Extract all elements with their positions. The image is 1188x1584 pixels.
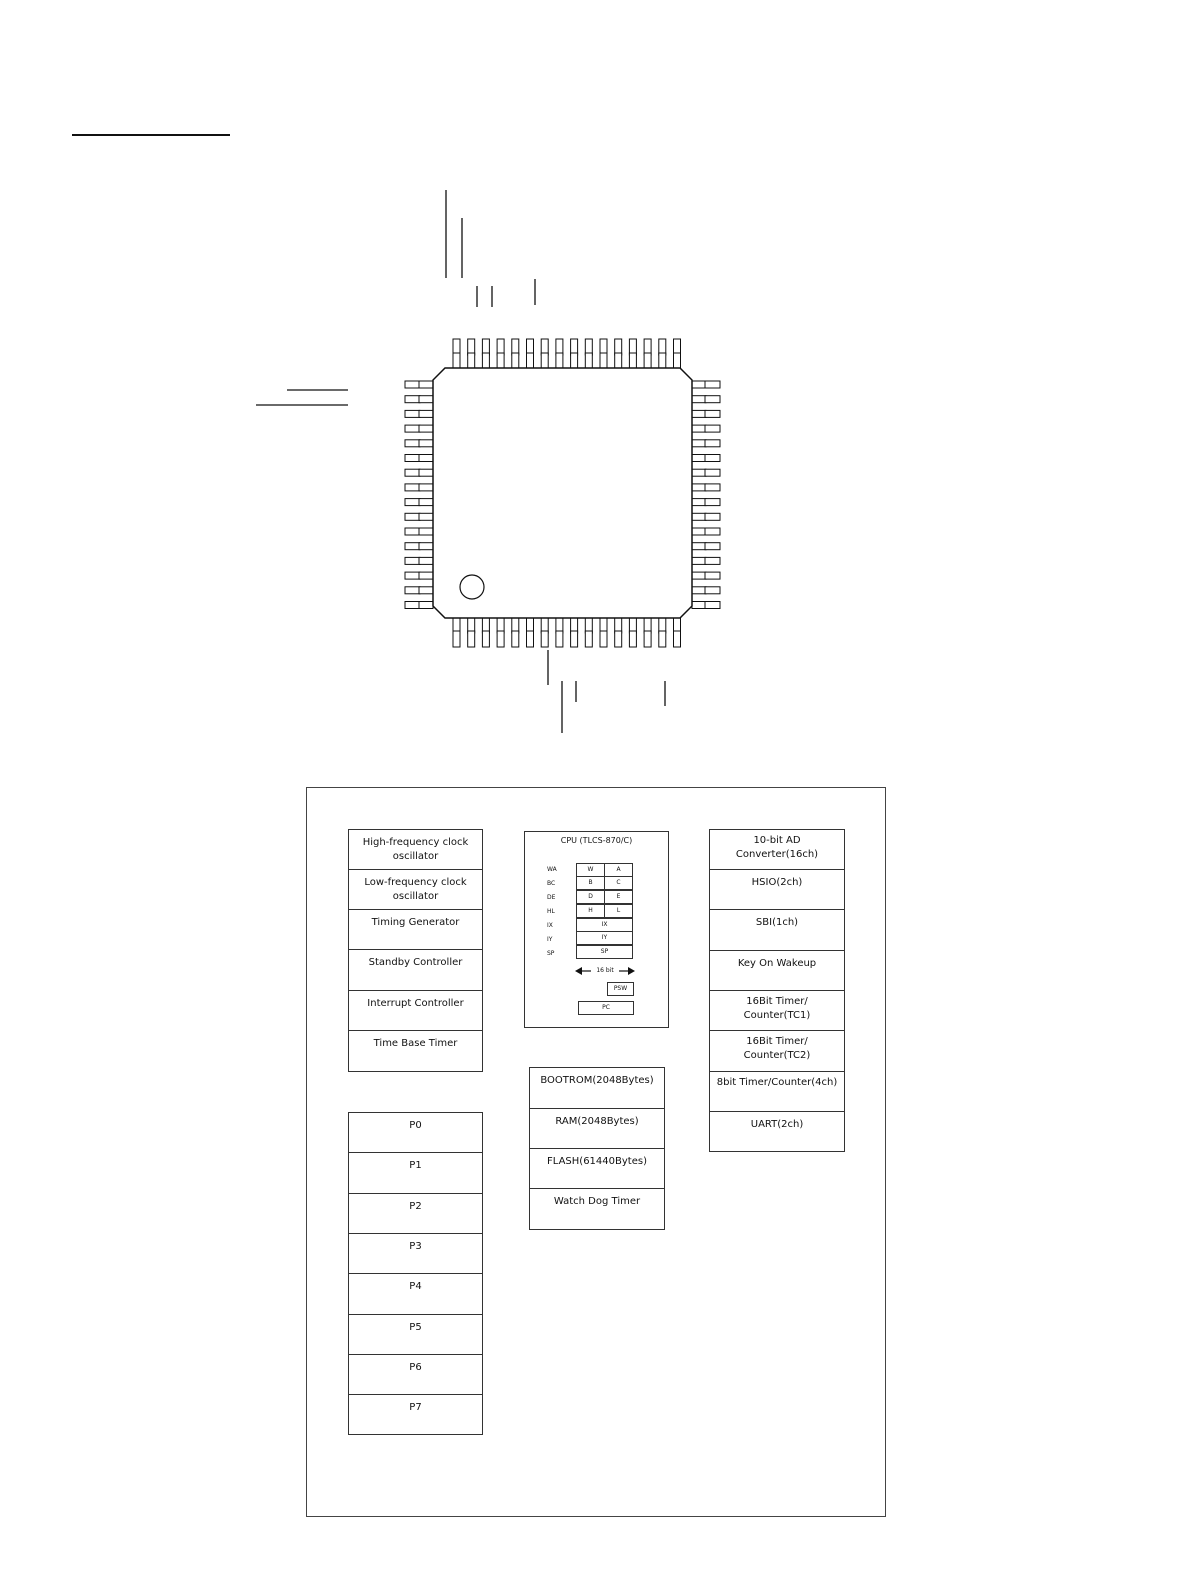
flash: FLASH(61440Bytes) (530, 1149, 664, 1189)
package-pin-right (705, 513, 720, 520)
package-pin-right (705, 499, 720, 506)
timer-counter-8bit: 8bit Timer/Counter(4ch) (710, 1072, 844, 1112)
package-pin-right (705, 469, 720, 476)
package-pin-right (692, 469, 706, 476)
package-pin-right (692, 587, 706, 594)
ad-converter: 10-bit AD Converter(16ch) (710, 830, 844, 870)
package-pin-bottom (482, 631, 489, 647)
register-a: A (604, 863, 633, 877)
timer-tc2: 16Bit Timer/ Counter(TC2) (710, 1031, 844, 1072)
package-pin-right (705, 440, 720, 447)
uart: UART(2ch) (750, 1119, 804, 1130)
register-h: H (576, 904, 605, 918)
package-pin-left (419, 484, 433, 491)
register-d: D (576, 890, 605, 904)
package-pin-left (419, 469, 433, 476)
register-ix: IX (576, 918, 633, 932)
package-pin-left (419, 440, 433, 447)
package-pin-top (556, 353, 563, 368)
package-pin-left (419, 410, 433, 417)
register-sp: SP (576, 945, 633, 959)
package-pin-left (405, 543, 420, 550)
package-pin-left (405, 425, 420, 432)
package-pin-bottom (615, 631, 622, 647)
package-pin-bottom (585, 631, 592, 647)
port-p0: P0 (349, 1113, 482, 1153)
package-pin-top (482, 353, 489, 368)
package-pin-left (419, 572, 433, 579)
package-pin-top (600, 353, 607, 368)
package-pin-bottom (453, 631, 460, 647)
package-pin-right (705, 410, 720, 417)
package-pin-left (419, 602, 433, 609)
package-pin-left (405, 484, 420, 491)
package-pin-left (405, 396, 420, 403)
package-pin-right (692, 425, 706, 432)
package-pin-right (705, 557, 720, 564)
port-p1: P1 (349, 1153, 482, 1194)
package-pin-bottom (556, 631, 563, 647)
package-pin-right (705, 572, 720, 579)
key-on-wakeup: Key On Wakeup (710, 951, 844, 991)
package-pinout-drawing (0, 0, 1188, 760)
package-pin-left (405, 499, 420, 506)
package-pin-left (419, 513, 433, 520)
register-c: C (604, 876, 633, 890)
time-base-timer: Time Base Timer (373, 1038, 458, 1049)
reg-pair-label: DE (547, 894, 556, 901)
package-pin-right (705, 396, 720, 403)
timer-tc1: 16Bit Timer/ Counter(TC1) (710, 991, 844, 1031)
package-pin-right (692, 557, 706, 564)
package-pin-bottom (674, 631, 681, 647)
reg-pair-label: HL (547, 908, 555, 915)
package-pin-bottom (497, 631, 504, 647)
package-pin-left (405, 587, 420, 594)
package-pin-top (541, 353, 548, 368)
package-pin-right (692, 513, 706, 520)
package-pin-right (705, 602, 720, 609)
package-pin-top (615, 353, 622, 368)
package-pin-top (629, 353, 636, 368)
package-pin-right (705, 381, 720, 388)
bootrom: BOOTROM(2048Bytes) (530, 1068, 664, 1109)
watchdog-timer: Watch Dog Timer (553, 1196, 641, 1207)
package-pin-left (405, 513, 420, 520)
package-pin-right (705, 528, 720, 535)
package-pin-left (419, 425, 433, 432)
package-pin-bottom (629, 631, 636, 647)
register-pc: PC (578, 1001, 634, 1015)
hsio: HSIO(2ch) (710, 870, 844, 910)
package-pin-right (705, 455, 720, 462)
cpu-title: CPU (TLCS-870/C) (560, 836, 633, 845)
interrupt-controller: Interrupt Controller (349, 991, 482, 1031)
package-pin-left (419, 557, 433, 564)
package-pin-right (692, 440, 706, 447)
package-pin-bottom (527, 631, 534, 647)
register-l: L (604, 904, 633, 918)
package-pin-right (692, 543, 706, 550)
package-pin-left (405, 572, 420, 579)
package-pin-left (419, 396, 433, 403)
memory-column (529, 1067, 665, 1230)
reg-pair-label: IX (547, 922, 553, 929)
package-pin-top (527, 353, 534, 368)
reg-pair-label: BC (547, 880, 556, 887)
peripheral-column (709, 829, 845, 1152)
package-pin-right (705, 425, 720, 432)
package-pin-bottom (571, 631, 578, 647)
port-p7: P7 (409, 1402, 422, 1413)
package-pin-left (405, 410, 420, 417)
package-pin-right (705, 587, 720, 594)
sbi: SBI(1ch) (710, 910, 844, 951)
package-pin-left (405, 440, 420, 447)
standby-controller: Standby Controller (349, 950, 482, 991)
register-psw: PSW (607, 982, 634, 996)
port-column (348, 1112, 483, 1435)
package-pin-left (405, 557, 420, 564)
package-pin-bottom (644, 631, 651, 647)
package-pin-top (644, 353, 651, 368)
port-p5: P5 (349, 1315, 482, 1355)
port-p6: P6 (349, 1355, 482, 1395)
lf-clock-oscillator: Low-frequency clock oscillator (349, 870, 482, 910)
register-iy: IY (576, 931, 633, 945)
clock-control-column (348, 829, 483, 1072)
package-pin-right (692, 455, 706, 462)
port-p4: P4 (349, 1274, 482, 1315)
timing-generator: Timing Generator (349, 910, 482, 950)
port-p3: P3 (349, 1234, 482, 1274)
cpu-block (524, 831, 669, 1028)
package-pin-left (419, 587, 433, 594)
package-pin-left (405, 381, 420, 388)
package-pin-bottom (659, 631, 666, 647)
package-pin-top (571, 353, 578, 368)
package-pin-right (692, 528, 706, 535)
package-pin-right (692, 602, 706, 609)
package-pin-top (497, 353, 504, 368)
ram: RAM(2048Bytes) (530, 1109, 664, 1149)
package-pin-right (692, 396, 706, 403)
reg-pair-label: SP (547, 950, 555, 957)
register-b: B (576, 876, 605, 890)
package-pin-bottom (600, 631, 607, 647)
package-pin-top (585, 353, 592, 368)
package-pin-right (692, 572, 706, 579)
reg-pair-label: WA (547, 866, 557, 873)
package-pin-top (674, 353, 681, 368)
reg-pair-label: IY (547, 936, 553, 943)
package-pin-left (419, 543, 433, 550)
package-pin-left (405, 455, 420, 462)
package-pin-left (419, 528, 433, 535)
register-w: W (576, 863, 605, 877)
package-pin-left (405, 528, 420, 535)
package-pin-left (419, 455, 433, 462)
hf-clock-oscillator: High-frequency clock oscillator (349, 830, 482, 870)
register-e: E (604, 890, 633, 904)
package-pin-left (419, 499, 433, 506)
package-pin-right (692, 410, 706, 417)
package-pin-top (468, 353, 475, 368)
package-pin-bottom (512, 631, 519, 647)
package-pin-top (512, 353, 519, 368)
package-pin-top (659, 353, 666, 368)
package-pin-right (692, 499, 706, 506)
package-body (433, 368, 692, 618)
package-pin-bottom (468, 631, 475, 647)
package-pin-right (705, 484, 720, 491)
package-pin-right (705, 543, 720, 550)
package-pin-bottom (541, 631, 548, 647)
package-pin-left (405, 469, 420, 476)
package-pin-top (453, 353, 460, 368)
package-pin-right (692, 381, 706, 388)
package-pin-left (405, 602, 420, 609)
package-pin-right (692, 484, 706, 491)
package-pin-left (419, 381, 433, 388)
port-p2: P2 (349, 1194, 482, 1234)
width-label: 16 bit (596, 967, 614, 974)
